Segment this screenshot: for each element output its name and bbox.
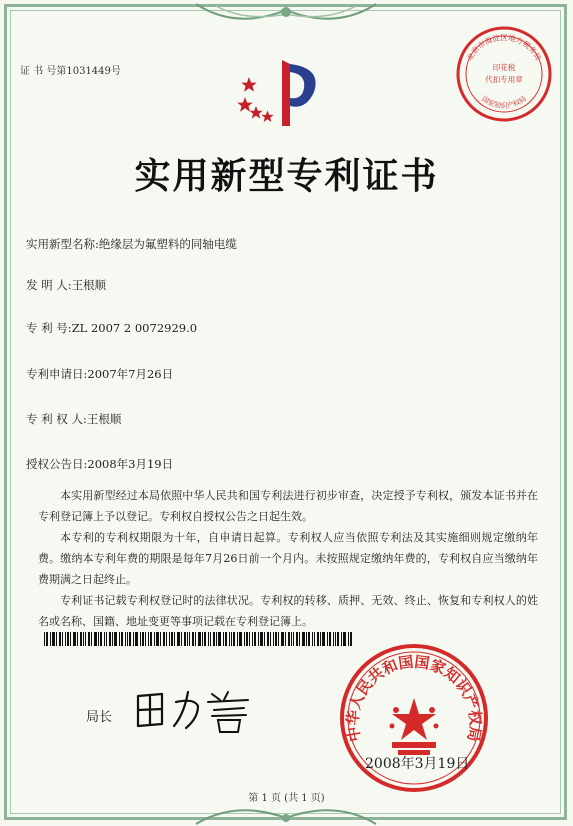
barcode-bar [163, 632, 165, 646]
barcode-bar [249, 632, 250, 646]
field-value: ZL 2007 2 0072929.0 [71, 321, 198, 335]
barcode-bar [260, 632, 263, 646]
barcode-bar [258, 632, 259, 646]
field-inventor [26, 277, 106, 293]
field-value: 绝缘层为氟塑料的同轴电缆 [98, 237, 237, 251]
barcode-bar [50, 632, 51, 646]
barcode-bar [237, 632, 238, 646]
barcode-bar [109, 632, 111, 646]
barcode-bar [275, 632, 277, 646]
field-value: 王根顺 [86, 412, 122, 426]
barcode-bar [267, 632, 269, 646]
barcode-bar [302, 632, 305, 646]
barcode-bar [181, 632, 182, 646]
barcode-bar [121, 632, 123, 646]
barcode-bar [285, 632, 286, 646]
field-label: 专 利 号: [26, 321, 72, 335]
barcode-bar [171, 632, 173, 646]
barcode-bar [314, 632, 315, 646]
barcode-bar [56, 632, 57, 646]
barcode-bar [333, 632, 334, 646]
barcode-bar [91, 632, 92, 646]
barcode-bar [231, 632, 232, 646]
field-grant-date [26, 456, 173, 472]
barcode-bar [62, 632, 63, 646]
barcode-bar [233, 632, 235, 646]
barcode-bar [281, 632, 284, 646]
barcode-bar [327, 632, 328, 646]
barcode-bar [252, 632, 253, 646]
barcode-bar [308, 632, 310, 646]
paragraph-examination: 本实用新型经过本局依照中华人民共和国专利法进行初步审查，决定授予专利权，颁发本证书并在专利登记簿上予以登记。专利权自授权公告之日起生效。 [38, 489, 538, 523]
tax-stamp-seal [454, 24, 554, 124]
barcode-bar [133, 632, 134, 646]
barcode-bar [189, 632, 190, 646]
seal-top-outer-text: 北京市海淀区地方税务局 [464, 33, 544, 63]
field-label: 授权公告日: [26, 457, 88, 471]
barcode [44, 632, 354, 646]
barcode-bar [229, 632, 230, 646]
seal-date: 2008年3月19日 [365, 756, 470, 772]
barcode-bar [320, 632, 321, 646]
director-label: 局长 [86, 710, 113, 725]
barcode-bar [306, 632, 307, 646]
barcode-bar [148, 632, 149, 646]
barcode-bar [296, 632, 298, 646]
barcode-bar [140, 632, 141, 646]
svg-text:国家知识产权局 [480, 94, 528, 110]
barcode-bar [202, 632, 203, 646]
barcode-bar [67, 632, 69, 646]
barcode-bar [184, 632, 186, 646]
barcode-bar [192, 632, 194, 646]
barcode-bar [65, 632, 66, 646]
barcode-bar [135, 632, 138, 646]
barcode-bar [278, 632, 279, 646]
field-label: 发 明 人: [26, 278, 72, 292]
field-patent-number [26, 320, 197, 336]
barcode-bar [244, 632, 245, 646]
barcode-bar [114, 632, 117, 646]
field-label: 专利申请日: [26, 367, 88, 381]
barcode-bar [46, 632, 48, 646]
barcode-bar [216, 632, 217, 646]
field-application-date [26, 366, 173, 382]
barcode-bar [94, 632, 97, 646]
barcode-bar [112, 632, 113, 646]
paragraph-legal-status: 专利证书记载专利权登记时的法律状况。专利权的转移、质押、无效、终止、恢复和专利权人的姓名或名称、国籍、地址变更等事项记载在专利登记簿上。 [38, 594, 538, 628]
barcode-bar [195, 632, 196, 646]
barcode-bar [98, 632, 99, 646]
barcode-bar [44, 632, 45, 646]
director-signature [132, 684, 262, 734]
barcode-bar [154, 632, 155, 646]
barcode-bar [127, 632, 128, 646]
barcode-bar [145, 632, 146, 646]
barcode-bar [125, 632, 126, 646]
barcode-bar [187, 632, 188, 646]
barcode-bar [83, 632, 84, 646]
barcode-bar [80, 632, 82, 646]
barcode-bar [273, 632, 274, 646]
barcode-bar [239, 632, 242, 646]
barcode-bar [156, 632, 159, 646]
barcode-bar [73, 632, 76, 646]
barcode-bar [119, 632, 120, 646]
barcode-bar [317, 632, 319, 646]
barcode-bar [129, 632, 131, 646]
barcode-bar [335, 632, 336, 646]
field-value: 2007年7月26日 [87, 367, 174, 381]
barcode-bar [210, 632, 211, 646]
barcode-bar [177, 632, 180, 646]
barcode-bar [77, 632, 78, 646]
patent-office-logo [236, 56, 320, 128]
seal-top-bottom-text: 国家知识产权局 [480, 94, 528, 111]
barcode-bar [204, 632, 206, 646]
barcode-bar [223, 632, 224, 646]
barcode-bar [246, 632, 248, 646]
barcode-bar [150, 632, 152, 646]
paragraph-term: 本专利的专利权期限为十年，自申请日起算。专利权人应当依照专利法及其实施细则规定缴纳年费。缴纳本专利年费的期限是每年7月26日前一个月内。未按照规定缴纳年费的，专利权自应当缴纳年费期满之日起终止。 [38, 531, 538, 586]
field-utility-name [26, 236, 237, 252]
barcode-bar [208, 632, 209, 646]
barcode-bar [166, 632, 167, 646]
barcode-bar [254, 632, 256, 646]
barcode-bar [225, 632, 227, 646]
barcode-bar [104, 632, 105, 646]
barcode-bar [291, 632, 292, 646]
barcode-bar [52, 632, 55, 646]
field-label: 专 利 权 人: [26, 412, 87, 426]
barcode-bar [174, 632, 175, 646]
barcode-bar [100, 632, 102, 646]
barcode-bar [312, 632, 313, 646]
field-value: 2008年3月19日 [87, 457, 174, 471]
seal-bottom-text: 中华人民共和国国家知识产权局 [343, 652, 485, 743]
barcode-bar [264, 632, 265, 646]
page-indicator: 第 1 页 (共 1 页) [248, 793, 325, 804]
barcode-bar [218, 632, 221, 646]
field-label: 实用新型名称: [26, 237, 99, 251]
barcode-bar [160, 632, 161, 646]
barcode-bar [106, 632, 107, 646]
barcode-bar [198, 632, 201, 646]
barcode-bar [270, 632, 271, 646]
svg-text:印花税: 印花税 [492, 63, 516, 72]
field-patentee [26, 411, 121, 427]
barcode-bar [322, 632, 325, 646]
barcode-bar [329, 632, 331, 646]
certificate-number: 证 书 号第1031449号 [20, 66, 121, 77]
barcode-bar [88, 632, 90, 646]
barcode-bar [59, 632, 61, 646]
barcode-bar [70, 632, 71, 646]
certificate-title: 实用新型专利证书 [134, 155, 439, 197]
barcode-bar [142, 632, 144, 646]
field-value: 王根顺 [71, 278, 107, 292]
svg-text:代扣专用章: 代扣专用章 [485, 75, 523, 84]
barcode-bar [169, 632, 170, 646]
barcode-bar [213, 632, 215, 646]
barcode-bar [85, 632, 86, 646]
barcode-bar [288, 632, 290, 646]
barcode-bar [293, 632, 294, 646]
barcode-bar [299, 632, 300, 646]
